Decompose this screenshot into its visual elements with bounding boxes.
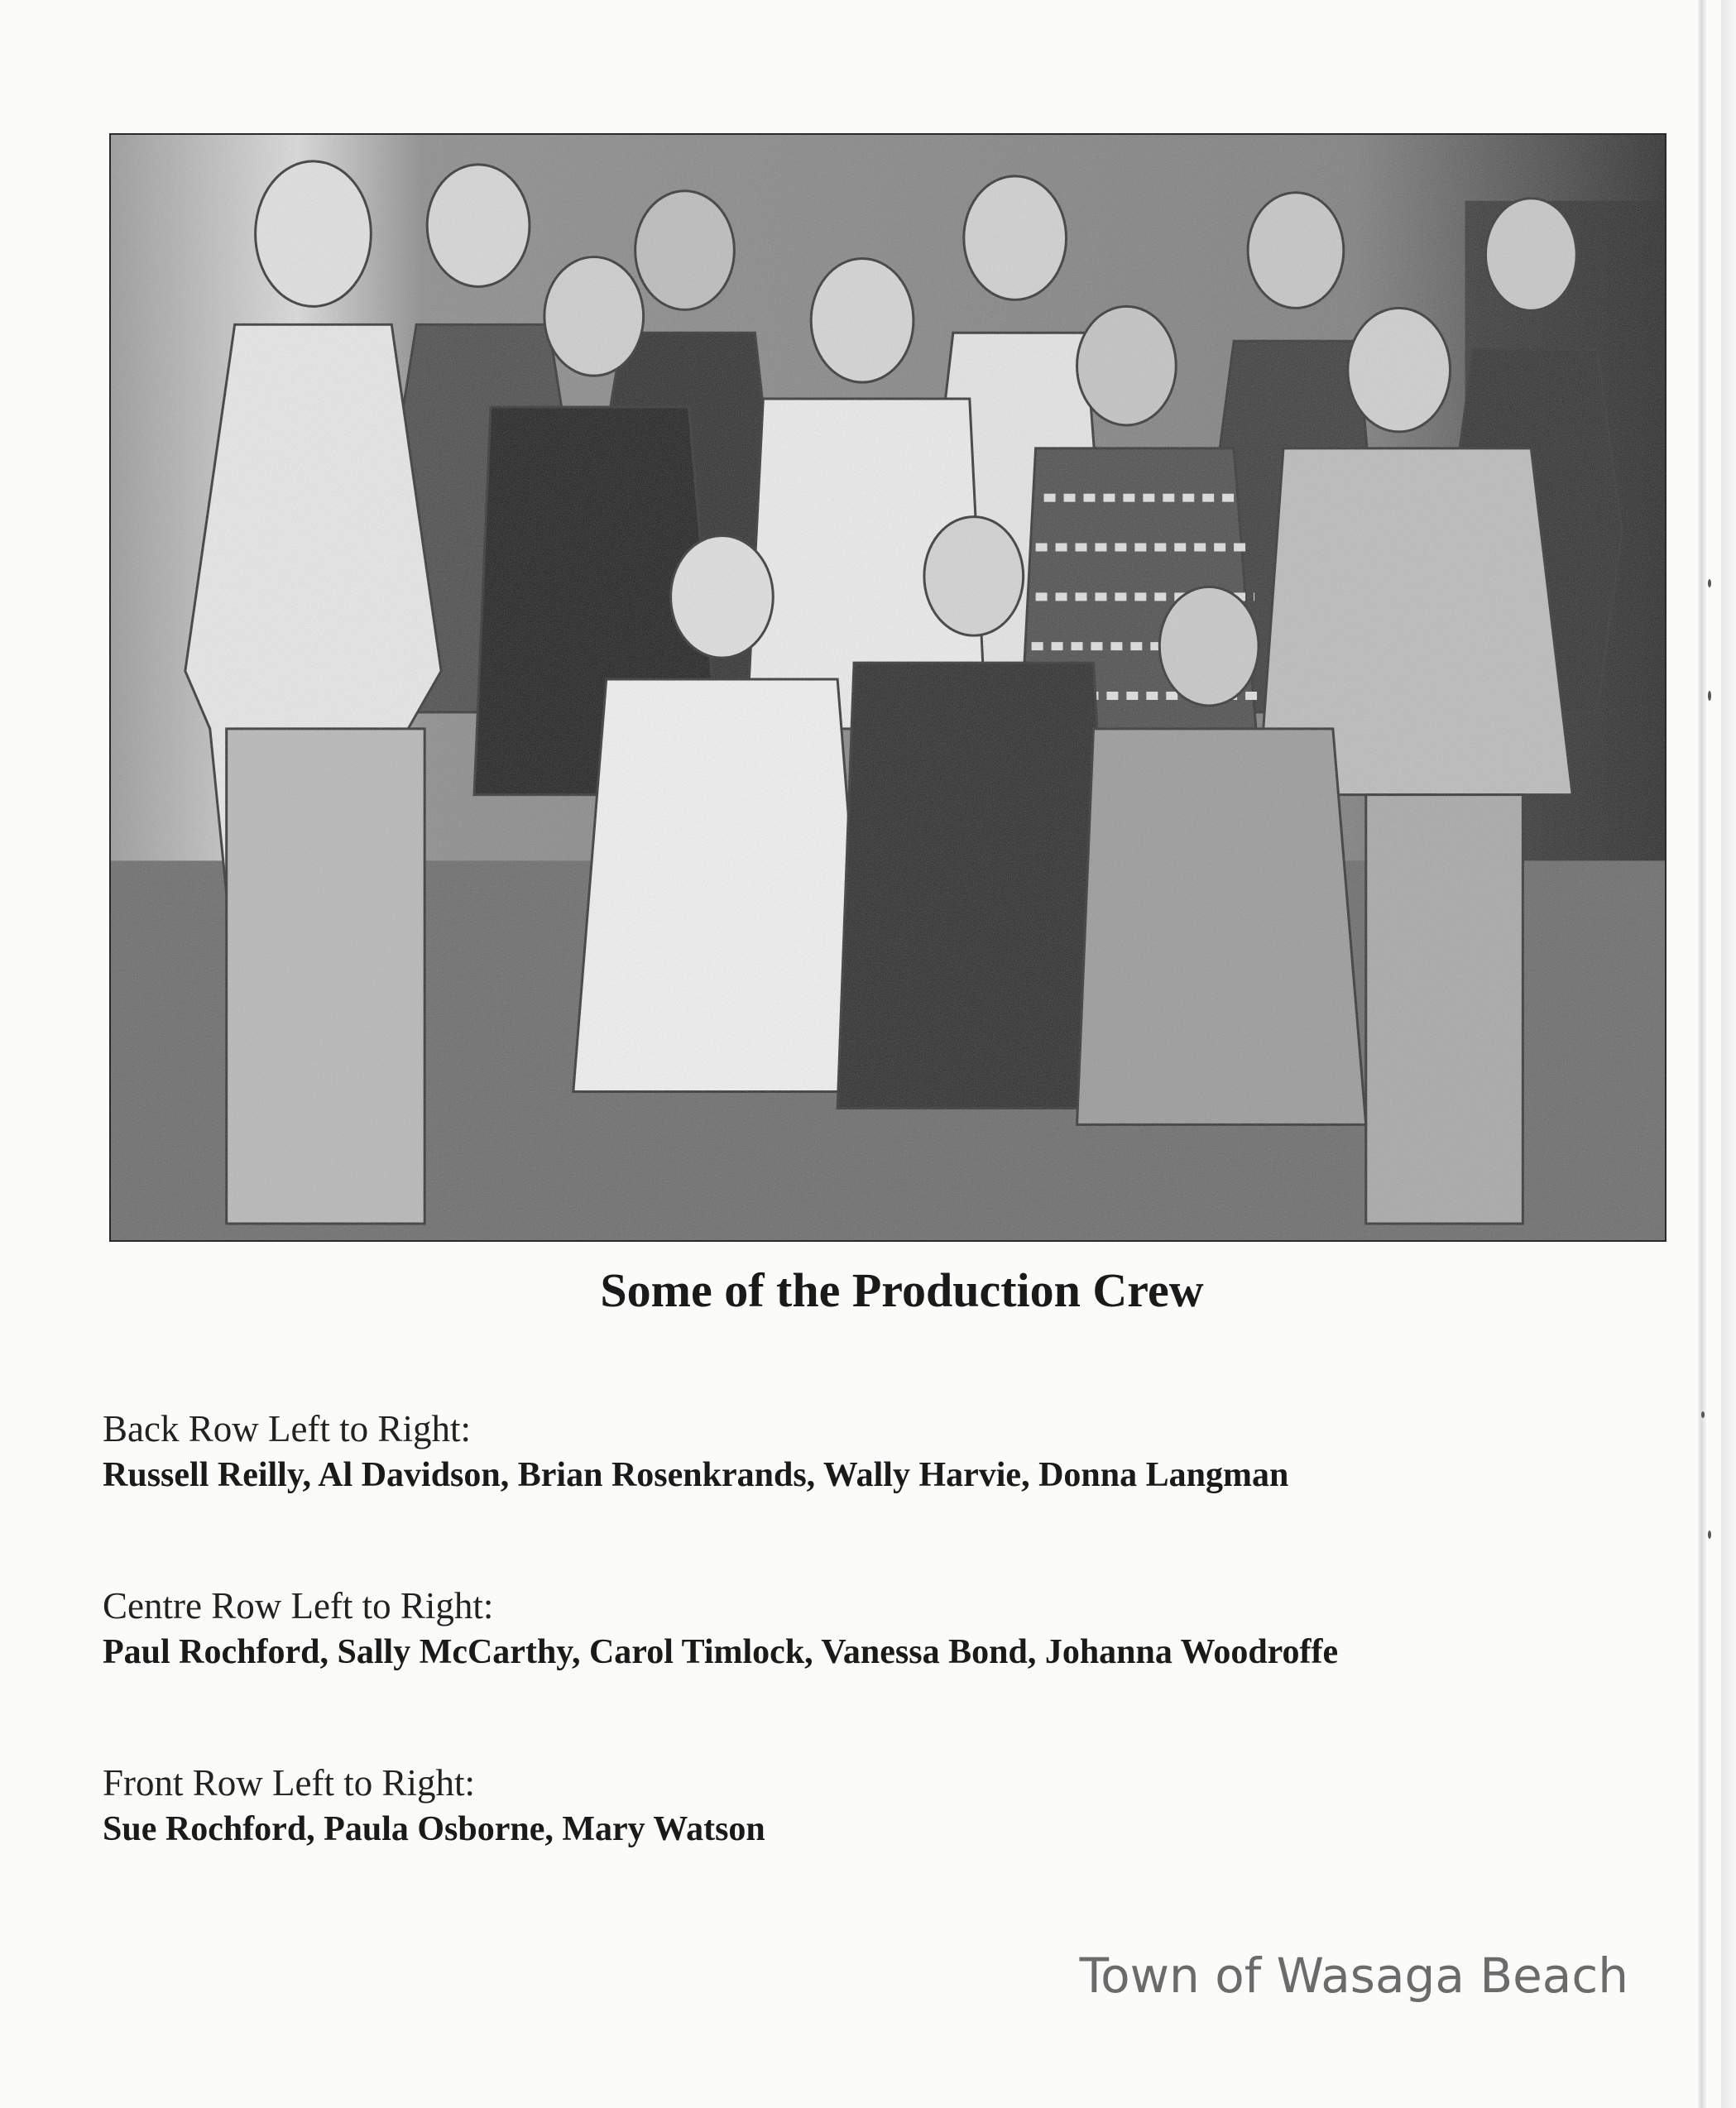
centre-row-heading: Centre Row Left to Right:: [103, 1585, 494, 1627]
centre-row-credits: [103, 1583, 1338, 1675]
photo-illustration: [111, 135, 1665, 1240]
scan-speck: [1708, 579, 1711, 587]
crew-group-photo: [109, 133, 1666, 1242]
page-margin-edge: [1721, 0, 1736, 2108]
source-watermark: Town of Wasaga Beach: [1079, 1948, 1628, 2004]
scan-speck: [1708, 691, 1711, 701]
scan-speck: [1708, 1531, 1711, 1539]
back-row-names: Russell Reilly, Al Davidson, Brian Rosenkrands, Wally Harvie, Donna Langman: [103, 1456, 1289, 1494]
centre-row-names: Paul Rochford, Sally McCarthy, Carol Timlock, Vanessa Bond, Johanna Woodroffe: [103, 1633, 1339, 1671]
front-row-credits: [103, 1760, 765, 1852]
front-row-heading: Front Row Left to Right:: [103, 1762, 475, 1804]
front-row-names: Sue Rochford, Paula Osborne, Mary Watson: [103, 1810, 765, 1848]
page-fold-shadow: [1698, 0, 1706, 2108]
scan-speck: [1701, 1411, 1705, 1418]
back-row-heading: Back Row Left to Right:: [103, 1408, 471, 1449]
back-row-credits: [103, 1406, 1288, 1498]
photo-caption: Some of the Production Crew: [600, 1263, 1204, 1317]
